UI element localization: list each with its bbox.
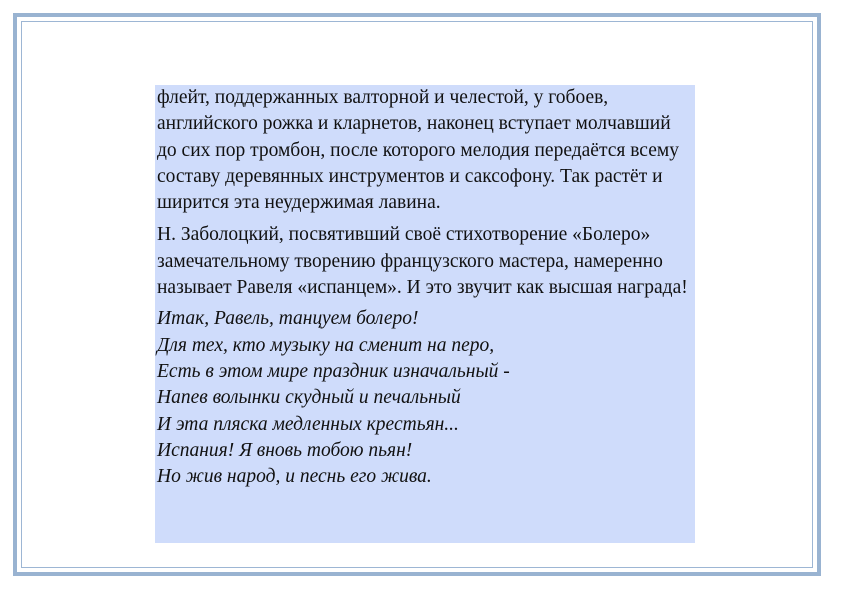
poem-quote (157, 306, 695, 490)
paragraph-zabolotsky: Н. Заболоцкий, посвятивший своё стихотворение «Болеро» замечательному творению французского мастера, намеренно называет Равеля «испанцем». И это звучит как высшая награда! (157, 224, 688, 299)
poem-line: Для тех, кто музыку на сменит на перо, (157, 334, 495, 356)
poem-line: И эта пляска медленных крестьян... (157, 413, 459, 435)
poem-line: Испания! Я вновь тобою пьян! (157, 439, 413, 461)
paragraph-bolero-description: флейт, поддержанных валторной и челестой, у гобоев, английского рожка и кларнетов, наконец вступает молчавший до сих пор тромбон, после которого мелодия передаётся всему составу деревянных инструментов и саксофону. Так растёт и ширится эта неудержимая лавина. (157, 87, 679, 214)
poem-line: Но жив народ, и песнь его жива. (157, 466, 432, 488)
text-box (155, 85, 695, 543)
poem-line: Итак, Равель, танцуем болеро! (157, 308, 419, 330)
poem-line: Напев волынки скудный и печальный (157, 387, 461, 409)
poem-line: Есть в этом мире праздник изначальный - (157, 360, 510, 382)
